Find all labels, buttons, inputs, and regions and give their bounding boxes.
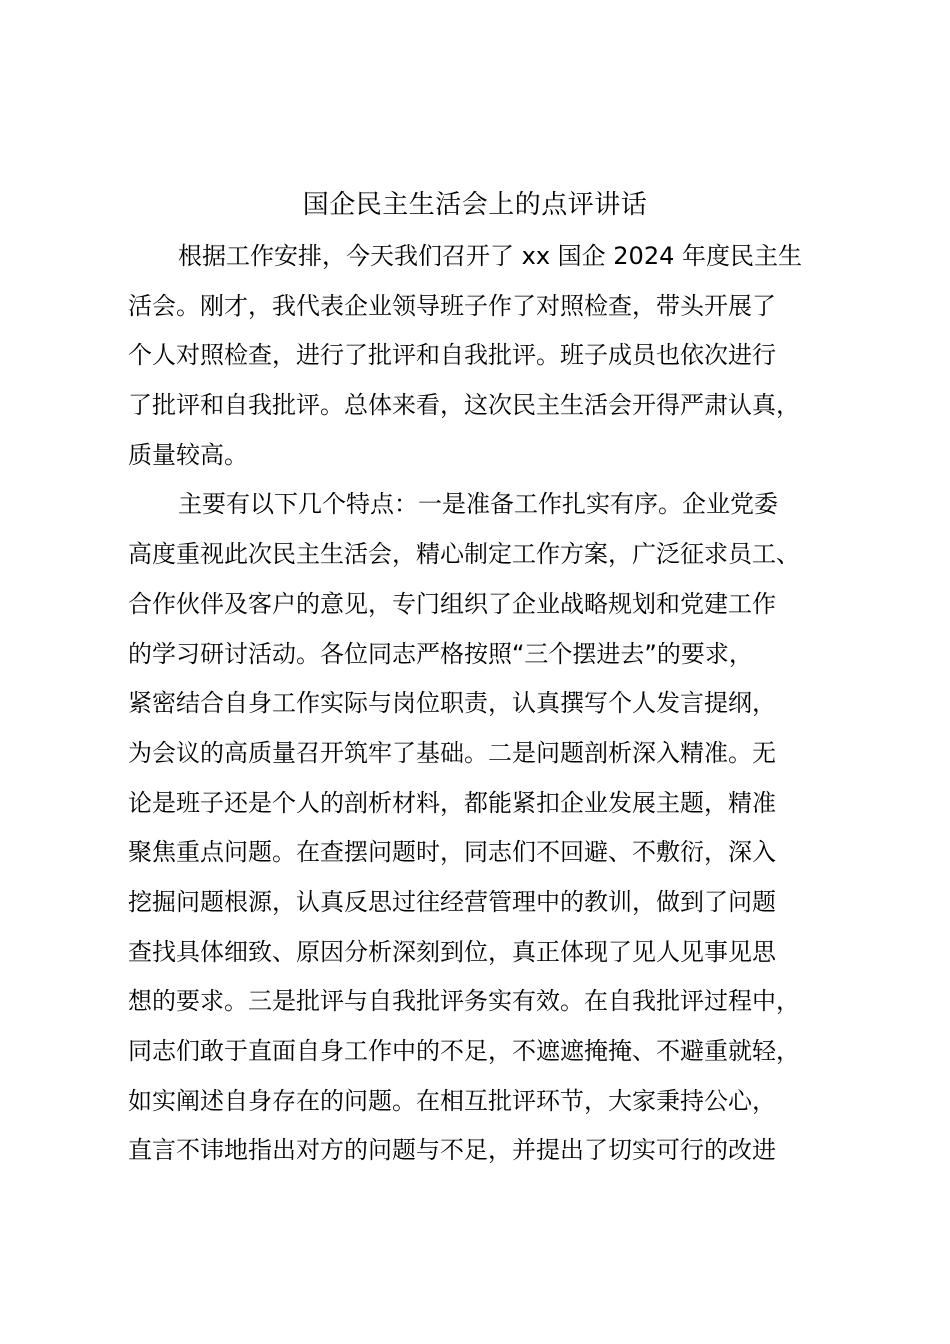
document-title: 国企民主生活会上的点评讲话 <box>302 190 648 220</box>
document-text-line: 直言不讳地指出对方的问题与不足，并提出了切实可行的改进 <box>128 1136 776 1165</box>
document-text-line: 想的要求。三是批评与自我批评务实有效。在自我批评过程中， <box>128 987 800 1016</box>
document-text-line: 根据工作安排，今天我们召开了 xx 国企 2024 年度民主生 <box>178 242 802 270</box>
document-text-line: 主要有以下几个特点：一是准备工作扎实有序。企业党委 <box>178 490 778 519</box>
document-text-line: 挖掘问题根源，认真反思过往经营管理中的教训，做到了问题 <box>128 887 776 916</box>
document-text-line: 了批评和自我批评。总体来看，这次民主生活会开得严肃认真， <box>128 391 800 420</box>
document-text-line: 论是班子还是个人的剖析材料，都能紧扣企业发展主题，精准 <box>128 788 776 817</box>
document-text-line: 查找具体细致、原因分析深刻到位，真正体现了见人见事见思 <box>128 937 776 966</box>
document-text-line: 如实阐述自身存在的问题。在相互批评环节，大家秉持公心， <box>128 1086 776 1115</box>
document-text-line: 活会。刚才，我代表企业领导班子作了对照检查，带头开展了 <box>128 291 776 320</box>
document-text-line: 质量较高。 <box>128 440 248 469</box>
document-text-line: 紧密结合自身工作实际与岗位职责，认真撰写个人发言提纲， <box>128 689 776 718</box>
document-text-line: 合作伙伴及客户的意见，专门组织了企业战略规划和党建工作 <box>128 589 776 618</box>
document-text-line: 为会议的高质量召开筑牢了基础。二是问题剖析深入精准。无 <box>128 738 776 767</box>
document-body <box>128 232 858 1176</box>
document-text-line: 个人对照检查，进行了批评和自我批评。班子成员也依次进行 <box>128 341 776 370</box>
document-text-line: 同志们敢于直面自身工作中的不足，不遮遮掩掩、不避重就轻， <box>128 1037 800 1065</box>
document-text-line: 聚焦重点问题。在查摆问题时，同志们不回避、不敷衍，深入 <box>128 838 776 867</box>
document-text-line: 的学习研讨活动。各位同志严格按照“三个摆进去”的要求， <box>128 639 753 668</box>
document-text-line: 高度重视此次民主生活会，精心制定工作方案，广泛征求员工、 <box>128 540 800 569</box>
